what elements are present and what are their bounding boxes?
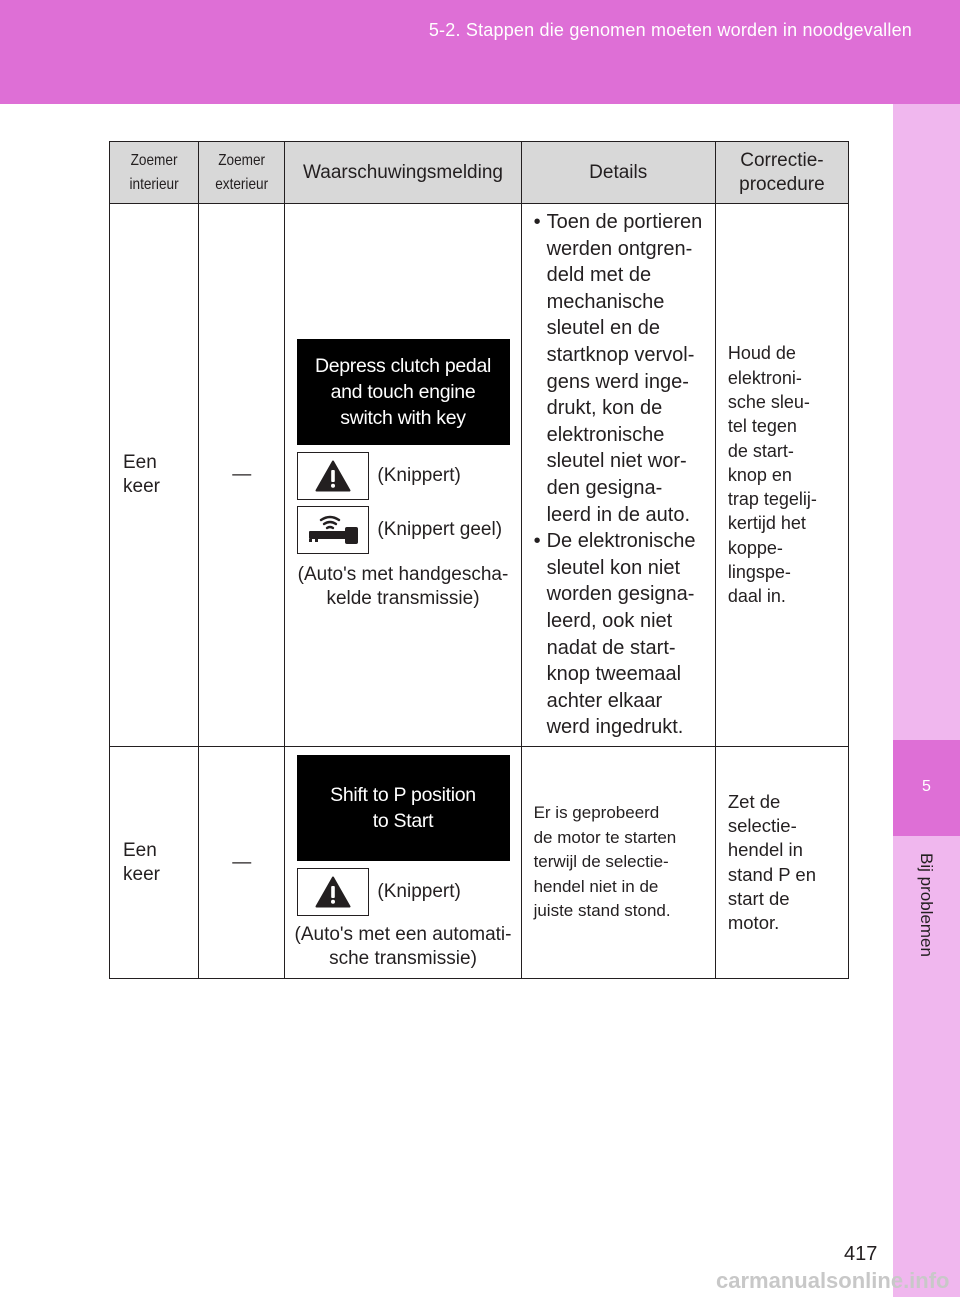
details-line: hendel niet in de (533, 876, 659, 896)
header-exterior-line2: exterieur (215, 175, 269, 193)
display-line2: and touch engine (330, 381, 476, 403)
header-correction (715, 142, 848, 204)
section-title: 5-2. Stappen die genomen moeten worden in noodgevallen (428, 20, 912, 40)
table-row (110, 204, 849, 747)
details-line: • De elektronische (546, 530, 696, 553)
details-line: elektronische (546, 423, 665, 446)
correction-line: stand P en (727, 863, 816, 885)
details-line: sleutel niet wor- (546, 450, 687, 473)
header-correction-line1: Correctie- (740, 149, 824, 171)
details-line: den gesigna- (546, 477, 663, 499)
correction-line: motor. (727, 912, 780, 934)
correction-cell (715, 747, 848, 979)
details-line: de motor te starten (533, 827, 677, 847)
details-line: terwijl de selectie- (533, 852, 669, 872)
display-message (297, 755, 510, 861)
correction-line: de start- (727, 440, 794, 461)
display-message (297, 339, 510, 445)
details-line: sleutel en de (546, 317, 660, 340)
chapter-number: 5 (922, 778, 931, 795)
interior-buzzer-line2: keer (123, 863, 160, 885)
watermark: carmanualsonline.info (716, 1268, 950, 1293)
correction-line: trap tegelij- (727, 489, 817, 510)
indicator-label: (Knippert) (377, 880, 461, 902)
note-line1: (Auto's met handgescha- (297, 564, 509, 585)
correction-line: selectie- (727, 814, 797, 836)
details-list (534, 209, 709, 741)
interior-buzzer-cell (110, 747, 199, 979)
interior-buzzer-line1: Een (123, 452, 157, 473)
header-warning-message: Waarschuwingsmelding (285, 142, 521, 204)
correction-line: knop en (727, 464, 792, 485)
details-line: leerd, ook niet (546, 609, 673, 632)
page-header (0, 0, 960, 104)
indicator-label: (Knippert geel) (377, 519, 503, 540)
warning-triangle-icon (297, 868, 369, 916)
details-line: mechanische (546, 290, 665, 313)
details-item (534, 209, 709, 528)
interior-buzzer-cell (110, 204, 199, 747)
table-row (110, 747, 849, 979)
warning-triangle-icon (297, 452, 369, 500)
details-line: knop tweemaal (546, 663, 682, 686)
chapter-side-strip (893, 104, 960, 1297)
header-interior-buzzer (110, 142, 199, 204)
note-line2: sche transmissie) (329, 947, 477, 969)
indicator-label: (Knippert) (377, 465, 461, 486)
details-line: sleutel kon niet (546, 556, 680, 579)
correction-line: Zet de (727, 790, 781, 812)
exterior-buzzer-cell: — (199, 747, 285, 979)
details-line: gens werd inge- (546, 370, 689, 393)
indicator-row (297, 503, 520, 557)
details-cell (521, 747, 715, 979)
correction-line: sche sleu- (727, 391, 810, 412)
display-line3: switch with key (340, 407, 466, 429)
interior-buzzer-line2: keer (123, 476, 160, 497)
display-line1: Depress clutch pedal (314, 355, 492, 377)
header-exterior-buzzer (199, 142, 285, 204)
details-line: werden ontgren- (546, 237, 693, 260)
header-correction-line2: procedure (739, 173, 825, 195)
note-line2: kelde transmissie) (326, 588, 480, 609)
correction-line: Houd de (727, 343, 796, 364)
correction-line: kertijd het (727, 513, 806, 534)
header-exterior-line1: Zoemer (218, 151, 266, 169)
exterior-buzzer-cell: — (199, 204, 285, 747)
warning-message-cell (285, 204, 521, 747)
correction-line: lingspe- (727, 562, 791, 583)
warning-message-cell (285, 747, 521, 979)
transmission-note (285, 923, 520, 971)
details-line: worden gesigna- (546, 583, 695, 606)
interior-buzzer-line1: Een (123, 839, 157, 861)
correction-line: hendel in (727, 839, 803, 861)
details-line: drukt, kon de (546, 397, 663, 420)
indicator-row (297, 865, 520, 919)
details-cell (521, 204, 715, 747)
note-line1: (Auto's met een automati- (294, 923, 512, 945)
correction-line: start de (727, 887, 790, 909)
table-header-row (110, 142, 849, 204)
warning-table (109, 141, 849, 979)
details-line: nadat de start- (546, 636, 676, 659)
header-details: Details (521, 142, 715, 204)
header-interior-line1: Zoemer (130, 151, 178, 169)
correction-line: tel tegen (727, 416, 797, 437)
display-line2: to Start (372, 809, 434, 832)
details-line: startknop vervol- (546, 344, 695, 367)
details-line: deld met de (546, 264, 652, 287)
transmission-note (285, 563, 520, 611)
display-line1: Shift to P position (330, 783, 476, 806)
header-interior-line2: interieur (129, 175, 179, 193)
details-line: werd ingedrukt. (546, 716, 684, 739)
details-line: juiste stand stond. (533, 901, 671, 921)
details-line: leerd in de auto. (546, 503, 691, 526)
indicator-row (297, 449, 520, 503)
correction-cell (715, 204, 848, 747)
page-number: 417 (844, 1243, 878, 1265)
chapter-label: Bij problemen (917, 853, 936, 957)
details-line: Er is geprobeerd (533, 803, 660, 823)
details-line: achter elkaar (546, 689, 663, 712)
details-item (534, 528, 709, 741)
details-line: • Toen de portieren (546, 211, 703, 234)
key-indicator-icon (297, 506, 369, 554)
correction-line: koppe- (727, 537, 783, 558)
correction-line: elektroni- (727, 367, 802, 388)
correction-line: daal in. (727, 586, 786, 607)
